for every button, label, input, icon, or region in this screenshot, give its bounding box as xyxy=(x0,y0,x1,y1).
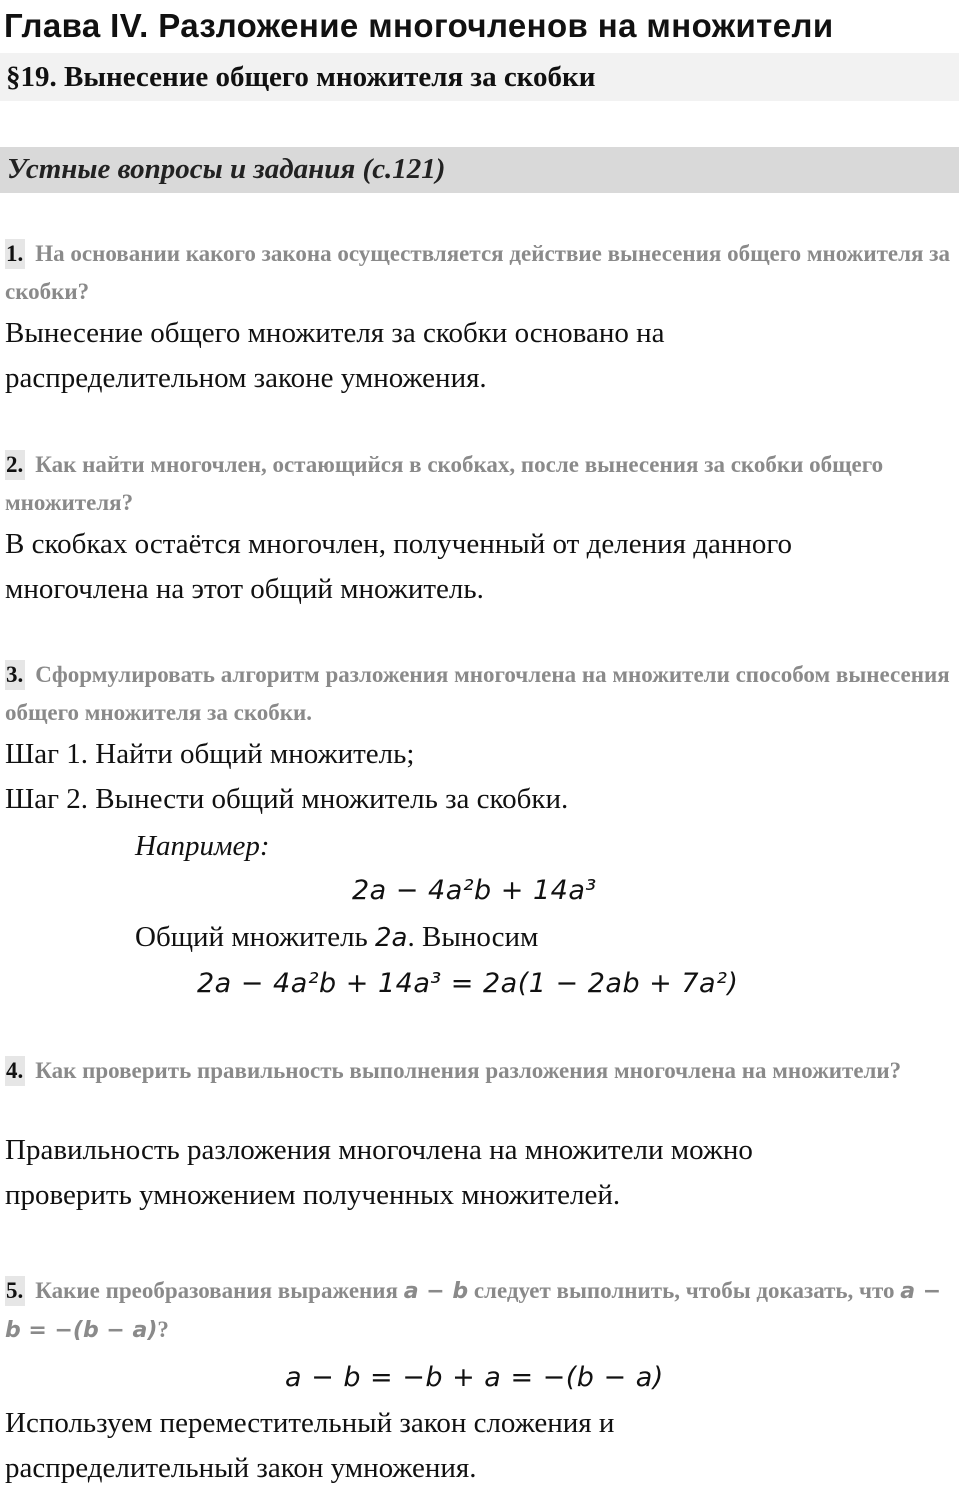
question-number: 3. xyxy=(5,660,25,690)
chapter-title: Глава IV. Разложение многочленов на множители xyxy=(4,7,834,44)
question-text: Сформулировать алгоритм разложения многочлена на множители способом вынесения общего множителя за скобки. xyxy=(5,662,950,725)
answer-line: Используем переместительный закон сложения и xyxy=(5,1407,615,1439)
answer-line: проверить умножением полученных множителей. xyxy=(5,1179,621,1211)
answer-line: распределительном законе умножения. xyxy=(5,362,487,394)
answer-4 xyxy=(5,1128,955,1218)
answer-line: многочлена на этот общий множитель. xyxy=(5,573,484,605)
question-4 xyxy=(5,1052,955,1090)
example-factor-suffix: . Выносим xyxy=(407,921,539,953)
question-text-part-2: следует выполнить, чтобы доказать, что xyxy=(473,1278,895,1303)
proof-formula-text: a − b = −b + a = −(b − a) xyxy=(285,1362,664,1393)
question-1 xyxy=(5,235,955,311)
answer-2 xyxy=(5,522,955,612)
question-number: 1. xyxy=(5,239,25,269)
question-text: Как проверить правильность выполнения разложения многочлена на множители? xyxy=(35,1058,902,1083)
question-math-1: a − b xyxy=(403,1279,469,1304)
question-text-part-1: Какие преобразования выражения xyxy=(35,1278,398,1303)
example-expression-text: 2a − 4a²b + 14a³ xyxy=(352,875,597,906)
answer-line: Правильность разложения многочлена на множители можно xyxy=(5,1134,753,1166)
section-title: §19. Вынесение общего множителя за скобки xyxy=(6,61,596,93)
question-number: 5. xyxy=(5,1276,25,1306)
answer-line: Шаг 1. Найти общий множитель; xyxy=(5,738,415,770)
proof-formula xyxy=(285,1355,664,1400)
question-number: 2. xyxy=(5,450,25,480)
example-result xyxy=(197,961,738,1006)
example-result-text: 2a − 4a²b + 14a³ = 2a(1 − 2ab + 7a²) xyxy=(197,968,739,999)
question-math-2: a − b = −(b − a) xyxy=(5,1279,942,1343)
answer-line: Шаг 2. Вынести общий множитель за скобки. xyxy=(5,783,569,815)
question-5 xyxy=(5,1272,955,1350)
question-3 xyxy=(5,656,955,732)
answer-line: В скобках остаётся многочлен, полученный от деления данного xyxy=(5,528,793,560)
subsection-title: Устные вопросы и задания (с.121) xyxy=(7,153,446,185)
answer-line: Вынесение общего множителя за скобки основано на xyxy=(5,317,665,349)
question-2 xyxy=(5,446,955,522)
question-text: На основании какого закона осуществляется действие вынесения общего множителя за скобки? xyxy=(5,241,950,304)
question-text: Как найти многочлен, остающийся в скобках, после вынесения за скобки общего множителя? xyxy=(5,452,884,515)
answer-5 xyxy=(5,1401,955,1491)
example-label: Например: xyxy=(135,830,270,862)
example-factor: 2a xyxy=(375,923,408,953)
question-number: 4. xyxy=(5,1056,25,1086)
example-factor-line xyxy=(135,915,538,961)
example-expression xyxy=(352,868,597,913)
answer-3 xyxy=(5,732,955,822)
question-text-part-3: ? xyxy=(157,1317,169,1342)
answer-line: распределительный закон умножения. xyxy=(5,1452,477,1484)
example-factor-text: Общий множитель xyxy=(135,921,368,953)
answer-1 xyxy=(5,311,955,401)
